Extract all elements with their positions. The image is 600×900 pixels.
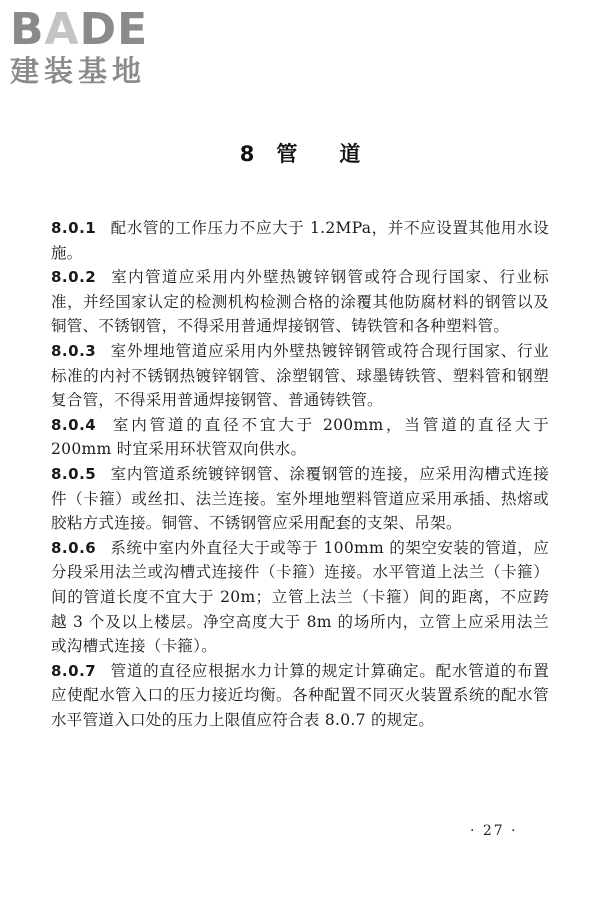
clause-text: 配水管的工作压力不应大于 1.2MPa，并不应设置其他用水设施。 [51, 219, 549, 262]
chapter-number: 8 [239, 142, 255, 166]
clause-text: 管道的直径应根据水力计算的规定计算确定。配水管道的布置应使配水管入口的压力接近均衡。各种配置不同灭火装置系统的配水管水平管道入口处的压力上限值应符合表 8.0.7 的规定。 [51, 661, 549, 729]
clause [51, 536, 549, 659]
clause-text: 室外埋地管道应采用内外壁热镀锌钢管或符合现行国家、行业标准的内衬不锈钢热镀锌钢管、涂塑钢管、球墨铸铁管、塑料管和钢塑复合管，不得采用普通焊接钢管、普通铸铁管。 [51, 341, 549, 410]
clause [51, 659, 549, 733]
clause [51, 216, 549, 265]
clause-number: 8.0.4 [51, 415, 97, 434]
clause-text: 室内管道应采用内外壁热镀锌钢管或符合现行国家、行业标准，并经国家认定的检测机构检测合格的涂覆其他防腐材料的钢管以及铜管、不锈钢管，不得采用普通焊接钢管、铸铁管和各种塑料管。 [51, 268, 549, 336]
chapter-title-char-1: 管 [276, 142, 298, 166]
clause [51, 413, 549, 462]
chapter-title [0, 140, 600, 168]
clause-text: 系统中室内外直径大于或等于 100mm 的架空安装的管道，应分段采用法兰或沟槽式连接件（卡箍）连接。水平管道上法兰（卡箍）间的管道长度不宜大于 20m；立管上法兰（卡箍）间的距离，不应跨越 3 个及以上楼层。净空高度大于 8m 的场所内，立管上应采用法兰或沟槽式连接（卡箍）。 [51, 538, 549, 656]
clause [51, 339, 549, 413]
clause-text: 室内管道的直径不宜大于 200mm，当管道的直径大于 200mm 时宜采用环状管双向供水。 [51, 415, 549, 459]
logo-subtitle: 建装基地 [10, 54, 147, 88]
page-number: · 27 · [470, 823, 518, 839]
clause-number: 8.0.5 [51, 464, 97, 483]
clause-text: 室内管道系统镀锌钢管、涂覆钢管的连接，应采用沟槽式连接件（卡箍）或丝扣、法兰连接。室外埋地塑料管道应采用承插、热熔或胶粘方式连接。铜管、不锈钢管应采用配套的支架、吊架。 [51, 464, 549, 533]
clause [51, 265, 549, 339]
clause-number: 8.0.2 [51, 268, 97, 287]
chapter-title-char-2: 道 [339, 142, 361, 166]
clause-list [51, 216, 549, 732]
clause-number: 8.0.7 [51, 661, 97, 680]
clause-number: 8.0.1 [51, 219, 97, 237]
clause [51, 462, 549, 536]
clause-number: 8.0.6 [51, 538, 97, 557]
logo [10, 4, 180, 88]
clause-number: 8.0.3 [51, 341, 97, 360]
logo-wordmark: BADE [10, 4, 149, 55]
